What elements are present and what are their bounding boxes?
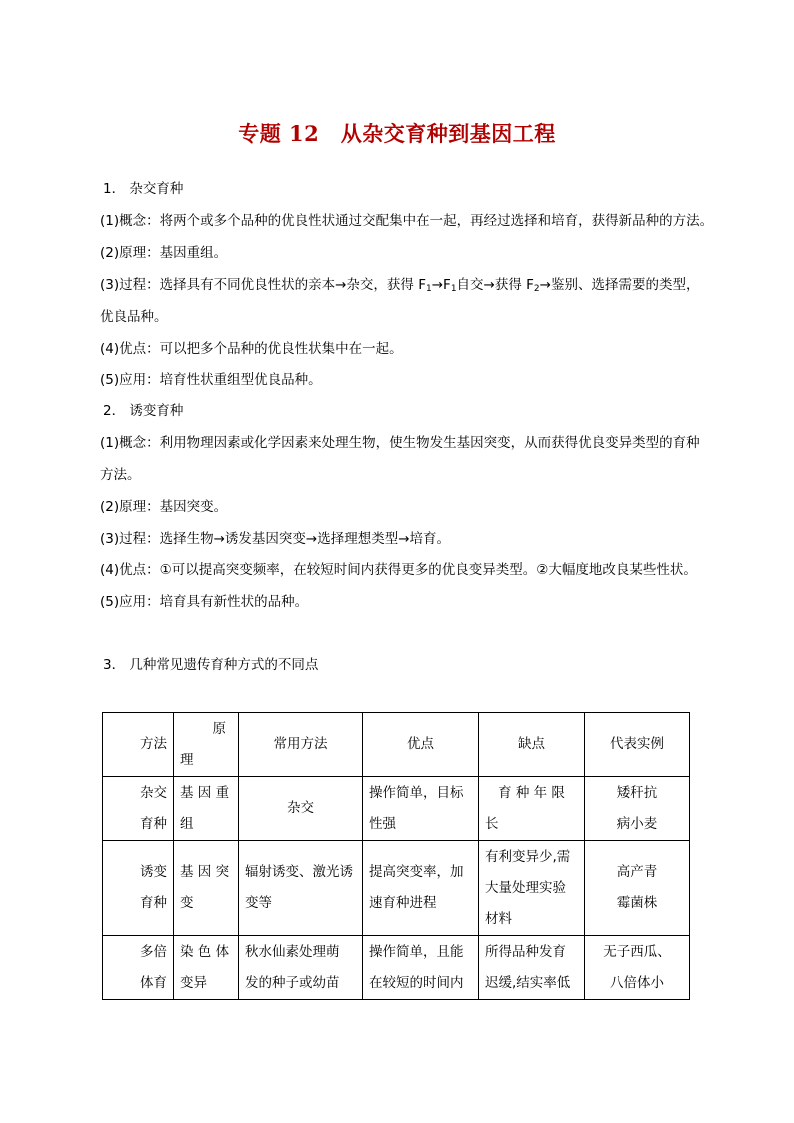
cell-example: [585, 777, 690, 841]
cell-method: [103, 936, 174, 1000]
cell-line: 变: [180, 895, 194, 911]
cell-common-method: [239, 841, 363, 936]
breeding-comparison-table: [102, 712, 690, 1000]
s1-advantage: (4)优点：可以把多个品种的优良性状集中在一起。: [100, 341, 403, 357]
s2-process: (3)过程：选择生物→诱发基因突变→选择理想类型→培育。: [100, 531, 451, 547]
cell-line: 迟缓,结实率低: [485, 974, 571, 991]
s1-application: (5)应用：培育性状重组型优良品种。: [100, 372, 322, 388]
cell-line: 高产青: [616, 864, 658, 880]
cell-line: 八倍体小: [610, 974, 664, 991]
s1-process-part: →鉴别、选择需要的类型，: [539, 277, 700, 293]
cell-line: 杂交: [140, 784, 167, 801]
s1-process: [100, 276, 740, 298]
cell-line: 在较短的时间内: [369, 974, 464, 991]
cell-line: 操作简单，且能: [369, 943, 464, 960]
cell-method: [103, 777, 174, 841]
cell-line: 材料: [485, 910, 512, 927]
cell-line: 变等: [245, 895, 272, 911]
cell-principle: [174, 841, 239, 936]
cell-line: 矮秆抗: [616, 784, 658, 801]
cell-line: 速育种进程: [369, 895, 437, 911]
cell-cons: [479, 936, 585, 1000]
cell-line: 育种: [140, 815, 167, 832]
cell-pros: [363, 777, 479, 841]
header-principle: [174, 713, 239, 777]
cell-line: 所得品种发育: [485, 943, 566, 960]
header-principle-line2: 理: [180, 751, 194, 768]
cell-line: 基 因 突: [180, 864, 230, 880]
s1-principle: (2)原理：基因重组。: [100, 245, 228, 261]
table-header-row: [103, 713, 690, 777]
cell-common-method: [239, 777, 363, 841]
cell-line: 诱变: [140, 864, 167, 880]
s1-process-part: →F: [431, 277, 451, 293]
header-principle-line1: 原: [212, 720, 226, 737]
subscript: 2: [533, 284, 540, 294]
s1-process-part: (3)过程：选择具有不同优良性状的亲本→杂交，获得 F: [100, 277, 426, 293]
cell-pros: [363, 936, 479, 1000]
cell-cons: [479, 777, 585, 841]
cell-line: 组: [180, 815, 194, 832]
cell-line: 育种: [140, 895, 167, 911]
s1-process-part: 自交→获得 F: [456, 277, 534, 293]
table-row: [103, 841, 690, 936]
header-common-method: 常用方法: [239, 713, 363, 777]
table-row: [103, 777, 690, 841]
s2-concept-line2: 方法。: [100, 467, 141, 483]
cell-line: 操作简单，目标: [369, 784, 464, 801]
s2-principle: (2)原理：基因突变。: [100, 499, 228, 515]
header-pros: 优点: [363, 713, 479, 777]
cell-line: 体育: [140, 974, 167, 991]
cell-line: 有利变异少,需: [485, 848, 571, 865]
cell-line: 发的种子或幼苗: [245, 974, 340, 991]
cell-method: [103, 841, 174, 936]
header-cons: 缺点: [479, 713, 585, 777]
cell-common-method: [239, 936, 363, 1000]
header-example: 代表实例: [585, 713, 690, 777]
cell-line: 大量处理实验: [485, 879, 566, 896]
cell-example: [585, 936, 690, 1000]
section-2-heading: 2． 诱变育种: [103, 403, 184, 419]
cell-principle: [174, 777, 239, 841]
cell-line: 霉菌株: [616, 895, 658, 911]
cell-cons: [479, 841, 585, 936]
cell-line: 病小麦: [616, 815, 658, 832]
cell-line: 辐射诱变、激光诱: [245, 864, 353, 880]
cell-line: 育 种 年 限: [498, 784, 565, 801]
cell-line: 提高突变率，加: [369, 864, 464, 880]
section-3-heading: 3． 几种常见遗传育种方式的不同点: [103, 657, 319, 673]
section-1-heading: 1． 杂交育种: [103, 181, 184, 197]
header-method: 方法: [103, 713, 174, 777]
s2-application: (5)应用：培育具有新性状的品种。: [100, 594, 309, 610]
cell-example: [585, 841, 690, 936]
page-title: 专题 12 从杂交育种到基因工程: [238, 121, 556, 146]
cell-line: 性强: [369, 815, 396, 832]
cell-line: 染 色 体: [180, 943, 230, 960]
table-row: [103, 936, 690, 1000]
cell-line: 无子西瓜、: [603, 943, 671, 960]
cell-line: 多倍: [140, 943, 167, 960]
s2-advantage: (4)优点：①可以提高突变频率，在较短时间内获得更多的优良变异类型。②大幅度地改良某些性状。: [100, 562, 697, 578]
cell-line: 秋水仙素处理萌: [245, 943, 340, 960]
cell-line: 杂交: [287, 800, 314, 816]
s1-concept: (1)概念：将两个或多个品种的优良性状通过交配集中在一起，再经过选择和培育，获得新品种的方法。: [100, 213, 714, 229]
cell-pros: [363, 841, 479, 936]
cell-line: 基 因 重: [180, 784, 230, 801]
cell-principle: [174, 936, 239, 1000]
subscript: 1: [426, 284, 432, 294]
s2-concept: (1)概念：利用物理因素或化学因素来处理生物，使生物发生基因突变，从而获得优良变异类型的育种: [100, 435, 700, 451]
subscript: 1: [450, 284, 457, 294]
s1-process-line2: 优良品种。: [100, 309, 168, 325]
cell-line: 变异: [180, 974, 207, 991]
cell-line: 长: [485, 815, 499, 832]
